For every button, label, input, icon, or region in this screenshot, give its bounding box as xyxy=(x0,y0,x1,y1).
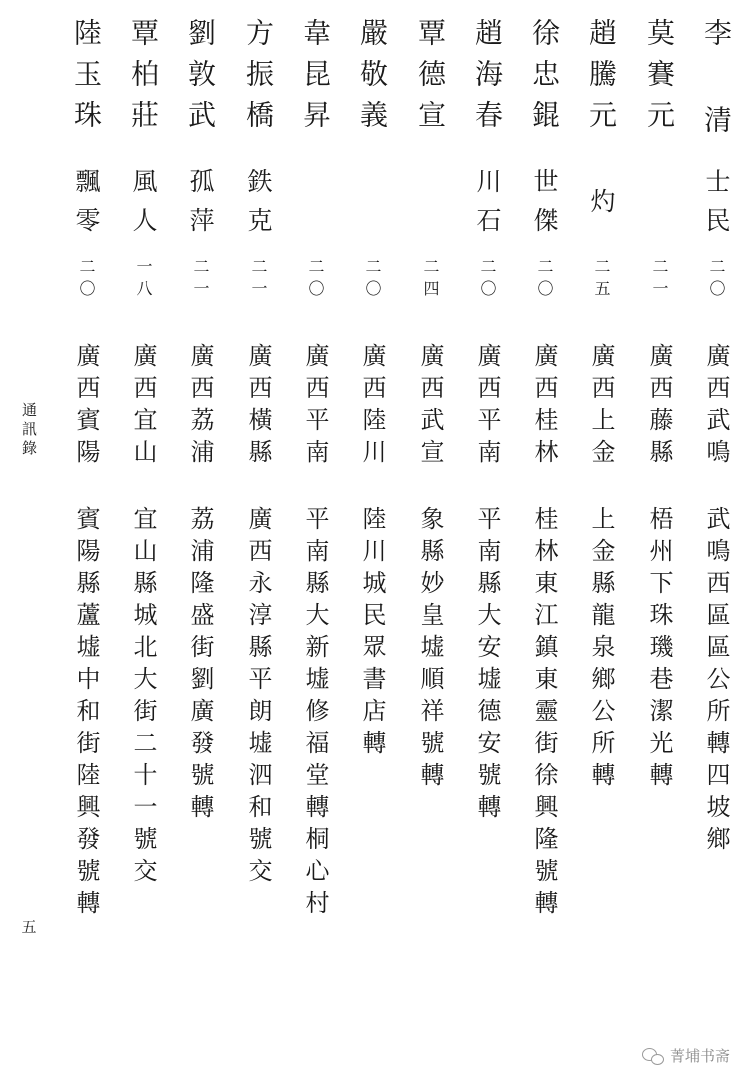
entry-name: 趙海春 xyxy=(471,18,504,141)
page-number: 五 xyxy=(21,918,37,936)
entry-age: 二〇 xyxy=(478,258,497,302)
entry-alias: 風人 xyxy=(129,168,158,246)
entry-alias: 世傑 xyxy=(530,168,559,246)
entry-alias: 孤萍 xyxy=(186,168,215,246)
entry-native-place: 廣西平南 xyxy=(473,343,501,471)
margin-title: 通訊錄 xyxy=(20,402,38,459)
entry-address: 陸川城民眾書店轉 xyxy=(358,506,386,762)
entry-name: 陸玉珠 xyxy=(70,18,103,141)
entry-name: 嚴敬義 xyxy=(356,18,389,141)
entry-native-place: 廣西橫縣 xyxy=(244,343,272,471)
entry-native-place: 廣西陸川 xyxy=(358,343,386,471)
wechat-icon xyxy=(642,1047,664,1065)
entry-age: 二〇 xyxy=(707,258,726,302)
entry-native-place: 廣西上金 xyxy=(587,343,615,471)
entry-address: 梧州下珠璣巷潔光轉 xyxy=(645,506,673,794)
entry-alias: 士民 xyxy=(702,168,731,246)
entry-column xyxy=(66,0,106,1088)
entry-address: 桂林東江鎮東靈街徐興隆號轉 xyxy=(530,506,558,922)
entry-native-place: 廣西武鳴 xyxy=(702,343,730,471)
entry-column xyxy=(123,0,163,1088)
entry-address: 荔浦隆盛街劉廣發號轉 xyxy=(186,506,214,826)
entry-column xyxy=(696,0,736,1088)
entry-address: 平南縣大新墟修福堂轉桐心村 xyxy=(301,506,329,922)
entry-native-place: 廣西賓陽 xyxy=(72,343,100,471)
entry-native-place: 廣西武宣 xyxy=(416,343,444,471)
entry-age: 二一 xyxy=(650,258,669,302)
entry-native-place: 廣西宜山 xyxy=(129,343,157,471)
entry-name: 劉敦武 xyxy=(184,18,217,141)
entry-age: 二〇 xyxy=(363,258,382,302)
entry-address: 廣西永淳縣平朗墟泗和號交 xyxy=(244,506,272,890)
entry-address: 宜山縣城北大街二十一號交 xyxy=(129,506,157,890)
entry-name: 李 清 xyxy=(700,18,733,146)
entry-age: 二〇 xyxy=(77,258,96,302)
entry-column xyxy=(295,0,335,1088)
entry-native-place: 廣西荔浦 xyxy=(186,343,214,471)
entry-column xyxy=(180,0,220,1088)
entry-age: 二一 xyxy=(249,258,268,302)
entry-native-place: 廣西平南 xyxy=(301,343,329,471)
entry-name: 徐忠錕 xyxy=(528,18,561,141)
entry-name: 莫賽元 xyxy=(643,18,676,141)
entry-age: 二五 xyxy=(592,258,611,302)
entry-column xyxy=(410,0,450,1088)
entry-name: 覃柏莊 xyxy=(127,18,160,141)
entry-address: 武鳴西區區公所轉四坡鄉 xyxy=(702,506,730,858)
entry-alias: 灼 xyxy=(587,188,616,227)
entry-name: 韋昆昇 xyxy=(299,18,332,141)
entry-address: 賓陽縣蘆墟中和街陸興發號轉 xyxy=(72,506,100,922)
entry-age: 二〇 xyxy=(306,258,325,302)
entry-age: 一八 xyxy=(134,258,153,302)
entry-age: 二四 xyxy=(421,258,440,302)
entry-age: 二一 xyxy=(191,258,210,302)
entry-column xyxy=(352,0,392,1088)
entry-address: 平南縣大安墟德安號轉 xyxy=(473,506,501,826)
entry-column xyxy=(524,0,564,1088)
entry-column xyxy=(238,0,278,1088)
entry-address: 象縣妙皇墟順祥號轉 xyxy=(416,506,444,794)
entry-address: 上金縣龍泉鄉公所轉 xyxy=(587,506,615,794)
entry-column xyxy=(467,0,507,1088)
entry-alias: 鉄克 xyxy=(244,168,273,246)
watermark xyxy=(642,1045,730,1066)
entry-name: 方振橋 xyxy=(242,18,275,141)
entry-alias: 川石 xyxy=(473,168,502,246)
entry-alias: 飄零 xyxy=(72,168,101,246)
entry-column xyxy=(639,0,679,1088)
entry-name: 趙騰元 xyxy=(585,18,618,141)
watermark-text: 菁埔书斋 xyxy=(669,1048,730,1065)
entry-age: 二〇 xyxy=(535,258,554,302)
entry-name: 覃德宣 xyxy=(414,18,447,141)
entry-column xyxy=(581,0,621,1088)
entry-native-place: 廣西藤縣 xyxy=(645,343,673,471)
entry-native-place: 廣西桂林 xyxy=(530,343,558,471)
